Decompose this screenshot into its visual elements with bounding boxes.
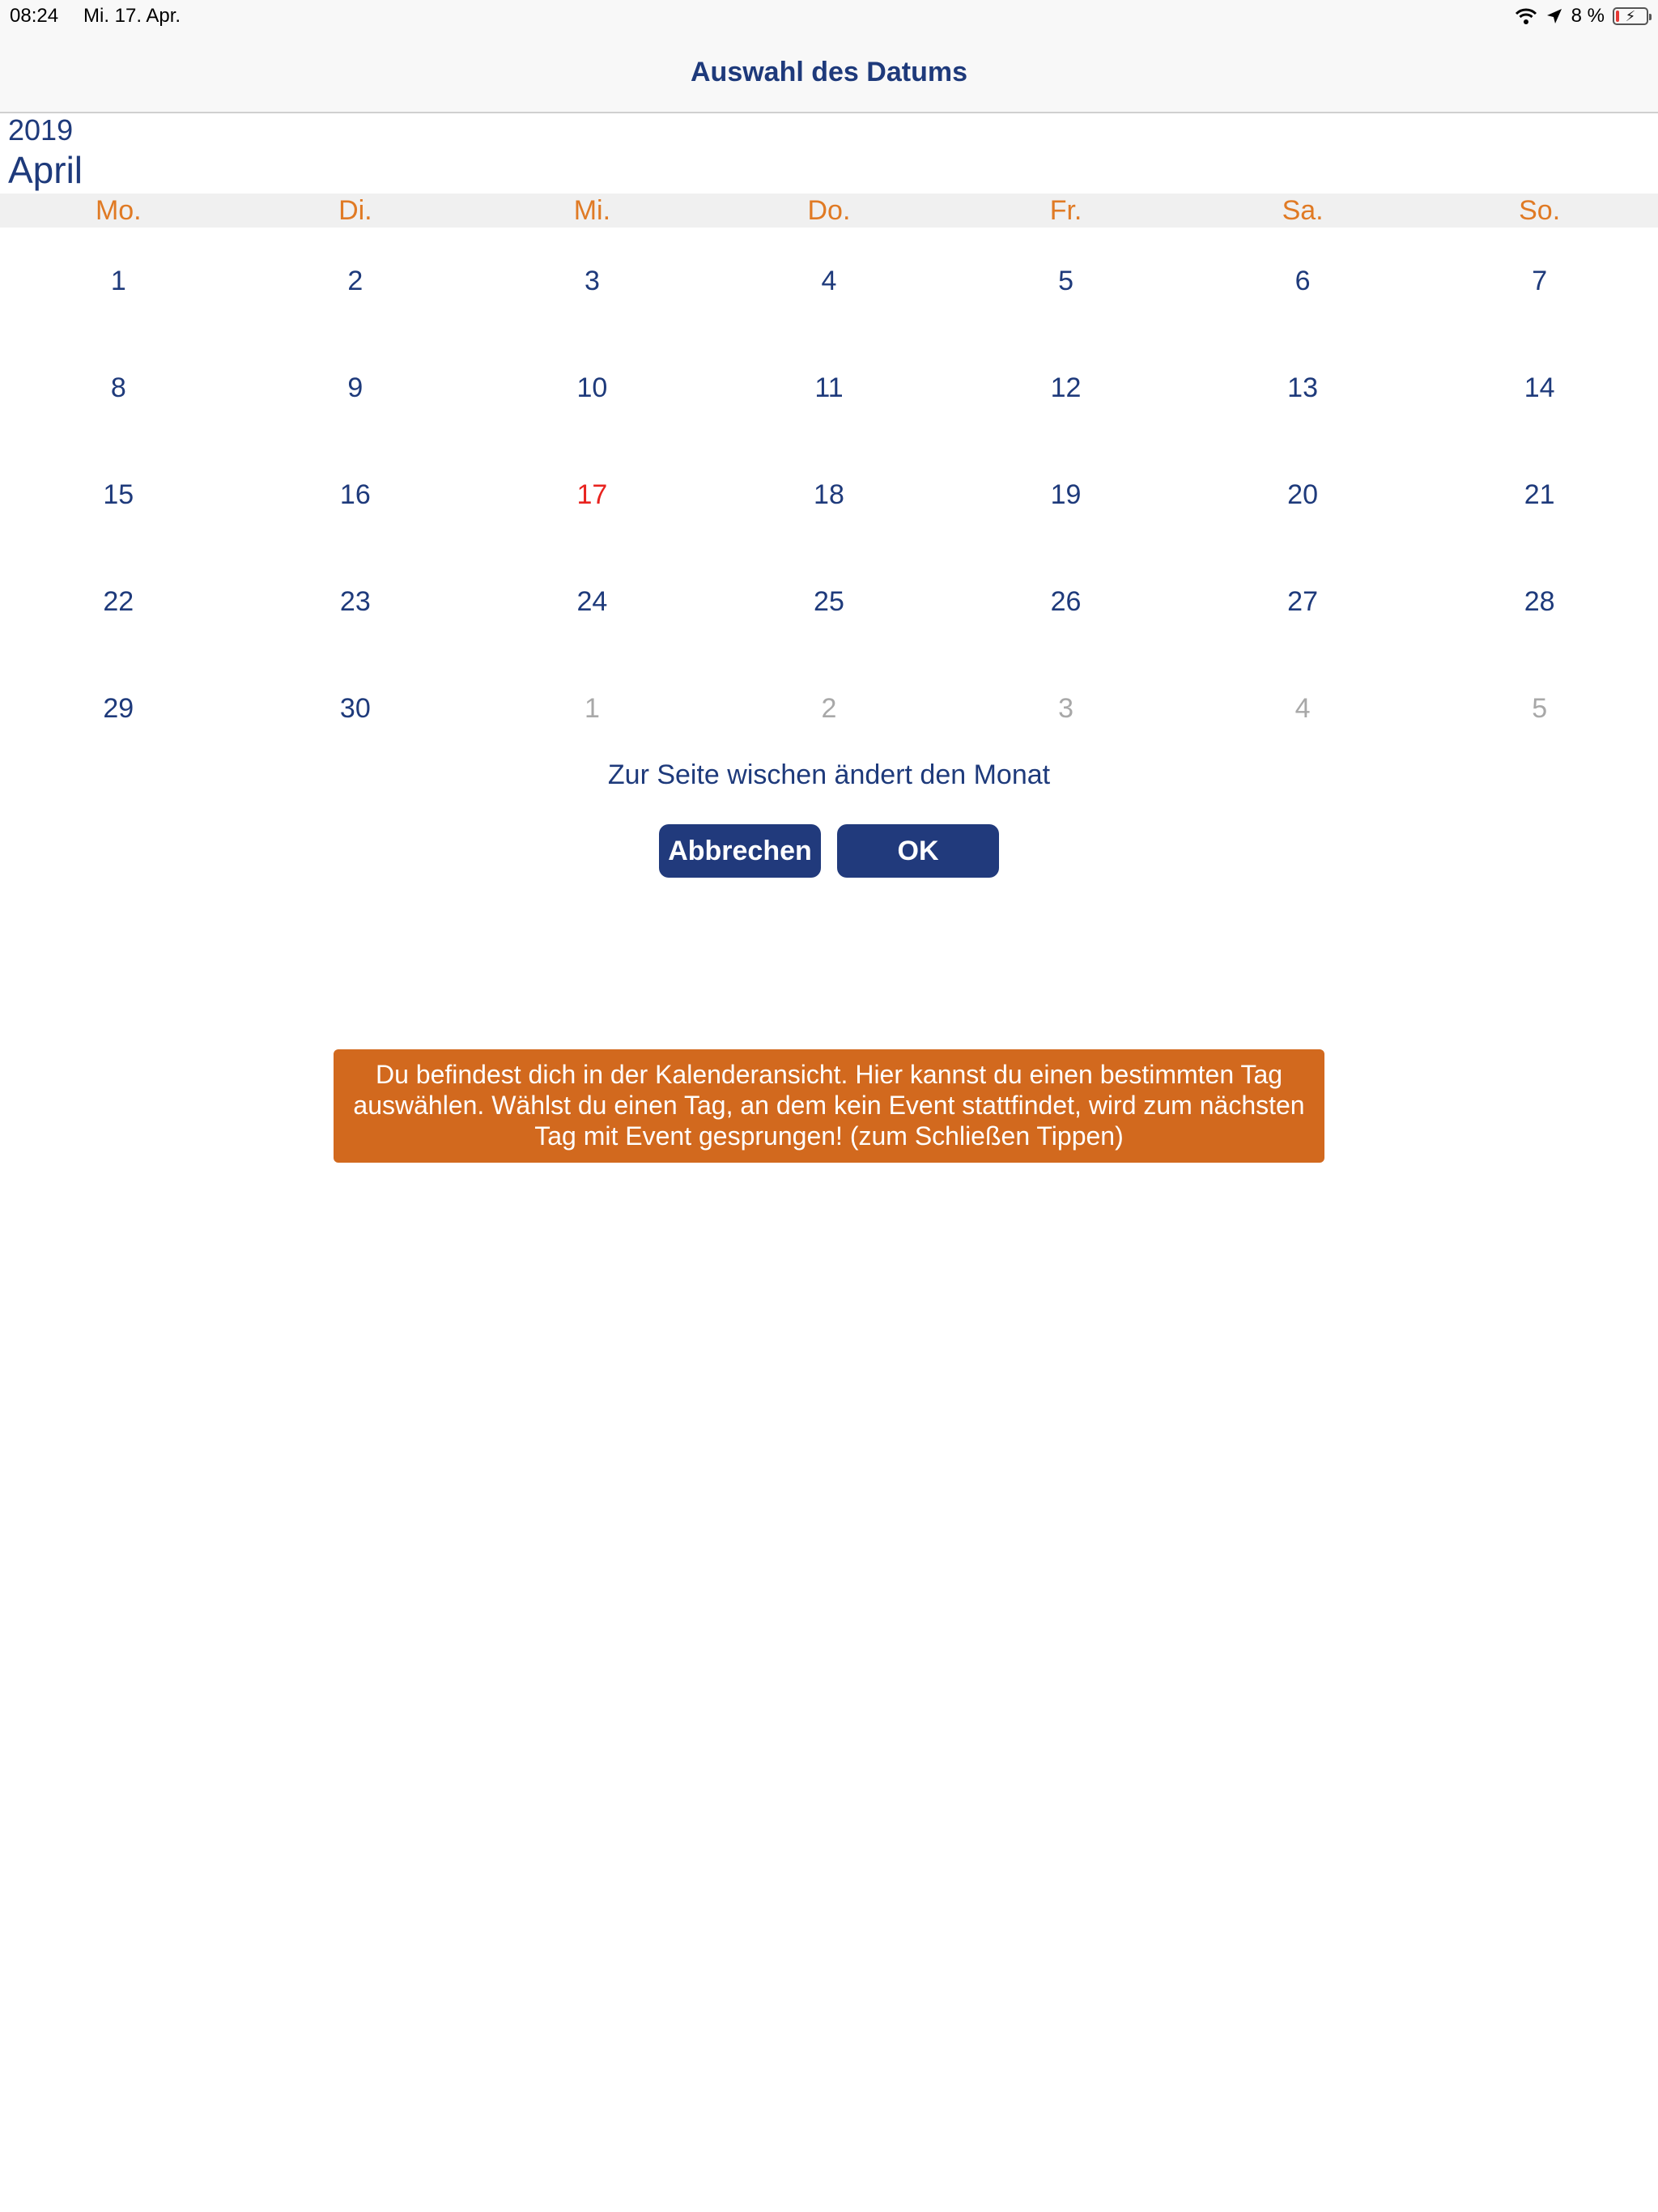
- calendar-day[interactable]: 27: [1287, 586, 1318, 617]
- calendar-day[interactable]: 2: [347, 266, 363, 296]
- page-title: Auswahl des Datums: [691, 57, 967, 87]
- calendar-day-next-month[interactable]: 2: [821, 693, 837, 724]
- calendar-day-next-month[interactable]: 4: [1295, 693, 1311, 724]
- weekday-thursday: Do.: [807, 195, 851, 226]
- calendar-day[interactable]: 23: [339, 586, 371, 617]
- calendar-day[interactable]: 29: [103, 693, 134, 724]
- weekday-saturday: Sa.: [1282, 195, 1324, 226]
- status-bar: [0, 0, 1658, 32]
- calendar-day[interactable]: 8: [110, 372, 126, 403]
- weekday-tuesday: Di.: [338, 195, 372, 226]
- calendar-day[interactable]: 15: [103, 479, 134, 510]
- calendar-day-next-month[interactable]: 3: [1058, 693, 1073, 724]
- calendar-day[interactable]: 5: [1058, 266, 1073, 296]
- calendar-day[interactable]: 9: [347, 372, 363, 403]
- calendar-day[interactable]: 11: [814, 372, 844, 403]
- calendar-week: [0, 441, 1658, 548]
- status-date: Mi. 17. Apr.: [83, 5, 181, 27]
- calendar-year: 2019: [8, 113, 74, 147]
- calendar-day[interactable]: 1: [110, 266, 126, 296]
- calendar-day[interactable]: 10: [576, 372, 608, 403]
- status-indicators: [1515, 5, 1648, 28]
- calendar-day[interactable]: 26: [1050, 586, 1082, 617]
- calendar-day[interactable]: 12: [1050, 372, 1082, 403]
- location-arrow-icon: [1545, 7, 1563, 25]
- calendar-day[interactable]: 25: [814, 586, 844, 617]
- calendar-day[interactable]: 13: [1287, 372, 1318, 403]
- calendar-day[interactable]: 19: [1050, 479, 1082, 510]
- calendar-grid: [0, 228, 1658, 762]
- weekday-sunday: So.: [1519, 195, 1561, 226]
- ok-button[interactable]: OK: [837, 824, 999, 878]
- calendar-day-next-month[interactable]: 1: [584, 693, 600, 724]
- calendar-week: [0, 334, 1658, 441]
- calendar-week: [0, 228, 1658, 334]
- swipe-hint: Zur Seite wischen ändert den Monat: [607, 759, 1051, 790]
- calendar-day[interactable]: 24: [576, 586, 608, 617]
- calendar-day[interactable]: 3: [584, 266, 600, 296]
- calendar-day[interactable]: 18: [814, 479, 844, 510]
- calendar-day[interactable]: 4: [821, 266, 837, 296]
- calendar-week: [0, 548, 1658, 655]
- calendar-day[interactable]: 14: [1524, 372, 1555, 403]
- calendar-month: April: [8, 149, 83, 191]
- status-time: 08:24: [10, 5, 59, 27]
- calendar-day-today[interactable]: 17: [576, 479, 608, 510]
- calendar-day[interactable]: 16: [339, 479, 371, 510]
- cancel-button[interactable]: Abbrechen: [659, 824, 821, 878]
- calendar-day[interactable]: 21: [1524, 479, 1555, 510]
- calendar-week: [0, 655, 1658, 762]
- calendar-day[interactable]: 30: [339, 693, 371, 724]
- weekday-wednesday: Mi.: [573, 195, 611, 226]
- weekday-friday: Fr.: [1049, 195, 1082, 226]
- calendar-day[interactable]: 22: [103, 586, 134, 617]
- wifi-icon: [1515, 7, 1537, 25]
- help-tooltip[interactable]: [334, 1049, 1324, 1163]
- calendar-day[interactable]: 7: [1532, 266, 1548, 296]
- battery-icon: ⚡: [1613, 7, 1648, 25]
- tooltip-text: Du befindest dich in der Kalenderansicht. Hier kannst du einen bestimmten Tag auswählen. Wählst du einen Tag, an dem kein Event stattfindet, wird zum nächsten Tag mit Event gesprungen! (zum Schließen Tippen): [353, 1060, 1305, 1151]
- calendar-day[interactable]: 20: [1287, 479, 1318, 510]
- navigation-bar: [0, 32, 1658, 113]
- weekday-monday: Mo.: [95, 195, 142, 226]
- calendar-day-next-month[interactable]: 5: [1532, 693, 1548, 724]
- weekday-header: [0, 194, 1658, 228]
- calendar-day[interactable]: 28: [1524, 586, 1555, 617]
- battery-percent: 8 %: [1571, 5, 1605, 27]
- calendar-day[interactable]: 6: [1295, 266, 1311, 296]
